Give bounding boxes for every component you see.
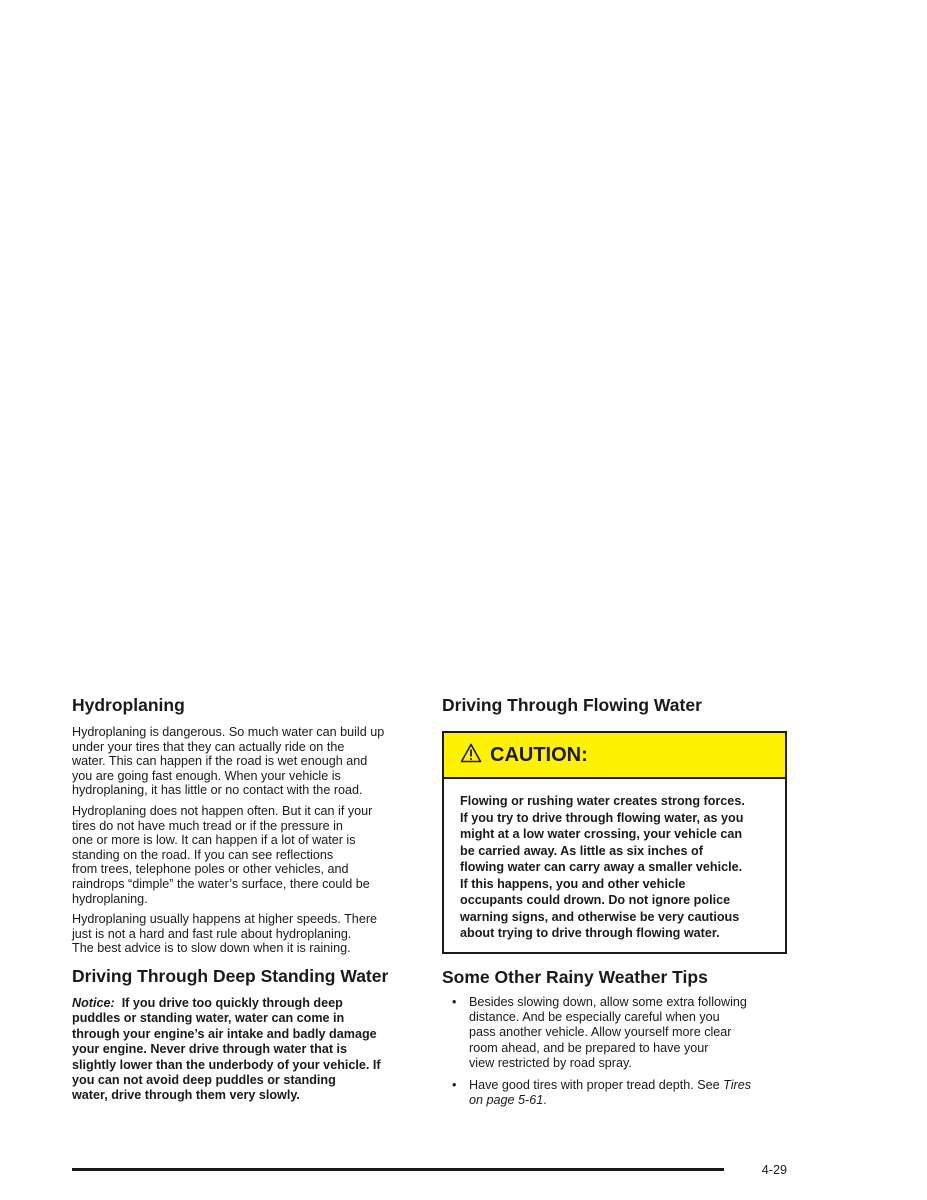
text-line: Hydroplaning does not happen often. But it can if your [72,803,373,818]
text-line: one or more is low. It can happen if a lot of water is [72,833,356,848]
text-line [469,1093,788,1108]
text-line: distance. And be especially careful when you [469,1009,720,1024]
text-line: slightly lower than the underbody of your vehicle. If [72,1057,381,1072]
text-line: be carried away. As little as six inches of [460,843,703,858]
notice-text: If you drive too quickly through deep [121,995,343,1010]
text-line [469,1078,788,1093]
text-line: If this happens, you and other vehicle [460,876,686,891]
text-line: you can not avoid deep puddles or standing [72,1072,336,1087]
text-line: If you try to drive through flowing water, as you [460,810,744,825]
text-line: occupants could drown. Do not ignore police [460,893,731,907]
text-line: water. This can happen if the road is wet enough and [72,754,368,769]
deep-water-notice [72,996,422,1104]
rainy-tips-heading: Some Other Rainy Weather Tips [442,966,708,987]
text-line: view restricted by road spray. [469,1056,632,1071]
flowing-water-heading: Driving Through Flowing Water [442,695,702,715]
left-column [72,694,422,1104]
text-line: room ahead, and be prepared to have your [469,1040,709,1055]
caution-box [442,731,787,954]
text-line: warning signs, and otherwise be very cautious [460,909,740,924]
text-line: puddles or standing water, water can come in [72,1011,345,1026]
text-line: just is not a hard and fast rule about hydroplaning. [72,926,352,941]
text-line: flowing water can carry away a smaller vehicle. [460,860,743,874]
page-number: 4-29 [761,1163,787,1177]
bullet: • [452,1077,457,1092]
warning-triangle-icon [460,743,482,768]
list-item [442,995,788,1072]
text-line: Hydroplaning usually happens at higher speeds. There [72,912,378,927]
tip-text: Have good tires with proper tread depth. See [469,1077,720,1092]
text-line: Hydroplaning is dangerous. So much water can build up [72,725,385,739]
text-line: Besides slowing down, allow some extra following [469,994,747,1009]
text-line: from trees, telephone poles or other vehicles, and [72,862,349,877]
text-line: under your tires that they can actually ride on the [72,739,345,754]
text-line: through your engine’s air intake and badly damage [72,1026,377,1041]
text-line [72,996,422,1011]
bullet: • [452,994,457,1009]
text-line: pass another vehicle. Allow yourself more clear [469,1025,732,1040]
rainy-tips-list [442,995,788,1109]
text-line: you are going fast enough. When your vehicle is [72,768,341,783]
text-line: hydroplaning, it has little or no contact with the road. [72,783,363,798]
hydroplaning-paragraph-2 [72,804,422,906]
text-line: Flowing or rushing water creates strong forces. [460,794,745,808]
text-line: hydroplaning. [72,891,148,906]
text-line: about trying to drive through flowing water. [460,926,720,940]
footer-rule [72,1168,724,1171]
hydroplaning-paragraph-1 [72,725,422,798]
caution-header [444,733,785,779]
text-line: your engine. Never drive through water that is [72,1042,348,1057]
text-line: might at a low water crossing, your vehicle can [460,827,743,841]
deep-water-heading: Driving Through Deep Standing Water [72,965,389,986]
hydroplaning-paragraph-3 [72,912,422,956]
tires-reference-link[interactable]: Tires [723,1077,752,1092]
text-line: raindrops “dimple” the water’s surface, there could be [72,876,370,891]
caution-title: CAUTION: [490,743,588,766]
notice-label: Notice: [72,995,115,1010]
caution-text [444,779,785,952]
right-column [442,694,788,1108]
text-line: tires do not have much tread or if the pressure in [72,818,343,833]
period: . [543,1092,547,1107]
page-reference-link[interactable]: on page 5-61 [469,1092,544,1107]
text-line: water, drive through them very slowly. [72,1088,300,1103]
hydroplaning-heading: Hydroplaning [72,695,185,715]
list-item [442,1078,788,1109]
text-line: standing on the road. If you can see reflections [72,847,334,862]
text-line: The best advice is to slow down when it is raining. [72,941,351,956]
